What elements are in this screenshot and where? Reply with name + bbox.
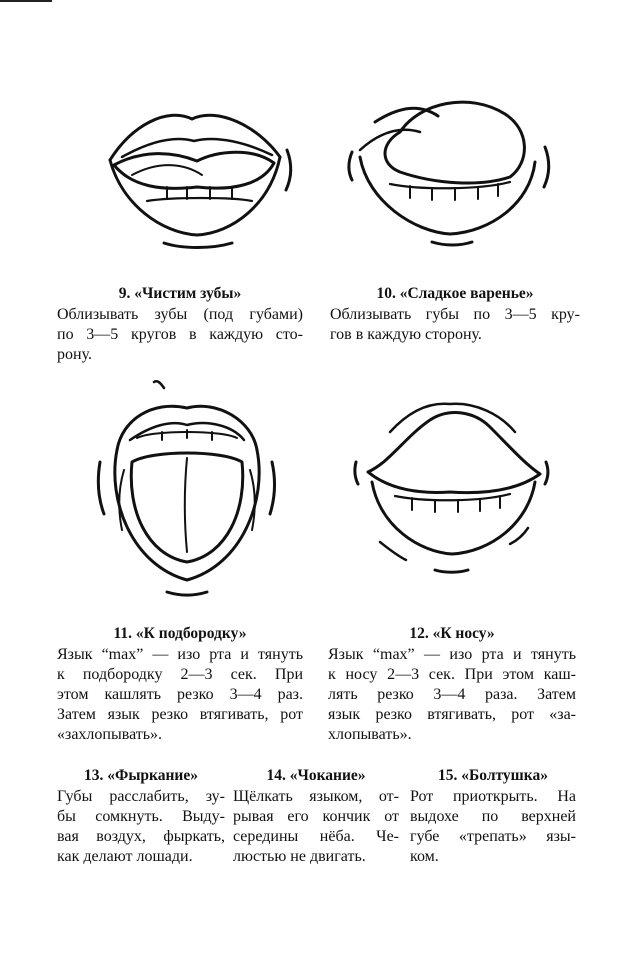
exercise-15-line: ком. — [410, 848, 439, 865]
exercise-11-line: к подбородку 2—3 сек. При — [57, 666, 303, 683]
exercise-14-line: Щёлкать языком, от- — [233, 788, 399, 805]
illustration-12-mouth — [350, 392, 555, 582]
exercise-13 — [57, 766, 225, 867]
illustration-11-mouth — [92, 380, 282, 600]
exercise-12-line: к носу 2—3 сек. При этом каш- — [328, 666, 576, 683]
exercise-10 — [330, 284, 580, 345]
exercise-11-line: Язык “max” — изо рта и тянуть — [57, 646, 303, 663]
exercise-15 — [410, 766, 576, 867]
exercise-12-description — [328, 645, 576, 745]
exercise-11-line: Затем язык резко втягивать, рот — [57, 706, 303, 723]
exercise-12-line: лять резко 3—4 раза. Затем — [328, 686, 576, 703]
exercise-14-title: 14. «Чокание» — [266, 767, 366, 784]
exercise-15-line: губе «трепать» язы- — [410, 828, 576, 845]
exercise-15-line: Рот приоткрыть. На — [410, 788, 576, 805]
exercise-11-title: 11. «К подбородку» — [113, 625, 247, 642]
exercise-9-line: рону. — [57, 346, 92, 363]
exercise-11-line: «захлопывать». — [57, 726, 163, 743]
exercise-14-description — [233, 787, 399, 867]
exercise-13-line: бы сомкнуть. Выду- — [57, 808, 225, 825]
exercise-9-description — [57, 305, 303, 365]
exercise-10-line: Облизывать губы по 3—5 кру- — [330, 306, 580, 323]
corner-rule — [0, 0, 52, 2]
exercise-11 — [57, 624, 303, 745]
exercise-13-description — [57, 787, 225, 867]
exercise-13-line: Губы расслабить, зу- — [57, 788, 225, 805]
exercise-15-title: 15. «Болтушка» — [438, 767, 548, 784]
exercise-13-title: 13. «Фыркание» — [84, 767, 198, 784]
exercise-10-description — [330, 305, 580, 345]
exercise-11-line: этом кашлять резко 3—4 раз. — [57, 686, 303, 703]
exercise-15-description — [410, 787, 576, 867]
exercise-14-line: рывая его кончик от — [233, 808, 399, 825]
exercise-13-line: как делают лошади. — [57, 848, 193, 865]
exercise-12-line: хлопывать». — [328, 726, 412, 743]
exercise-14-line: середины нёба. Че- — [233, 828, 399, 845]
exercise-9-line: по 3—5 кругов в каждую сто- — [57, 326, 303, 343]
exercise-14 — [233, 766, 399, 867]
illustration-9-mouth — [92, 95, 302, 255]
exercise-12-line: язык резко втягивать, рот «за- — [328, 706, 576, 723]
exercise-10-line: гов в каждую сторону. — [330, 326, 482, 343]
exercise-10-title: 10. «Сладкое варенье» — [376, 285, 534, 302]
exercise-12-line: Язык “max” — изо рта и тянуть — [328, 646, 576, 663]
exercise-9 — [57, 284, 303, 365]
exercise-12 — [328, 624, 576, 745]
illustration-10-mouth — [340, 92, 560, 252]
exercise-9-title: 9. «Чистим зубы» — [118, 285, 242, 302]
exercise-15-line: выдохе по верхней — [410, 808, 576, 825]
exercise-11-description — [57, 645, 303, 745]
exercise-9-line: Облизывать зубы (под губами) — [57, 306, 303, 323]
exercise-12-title: 12. «К носу» — [409, 625, 495, 642]
exercise-14-line: люстью не двигать. — [233, 848, 366, 865]
exercise-13-line: вая воздух, фыркать, — [57, 828, 225, 845]
